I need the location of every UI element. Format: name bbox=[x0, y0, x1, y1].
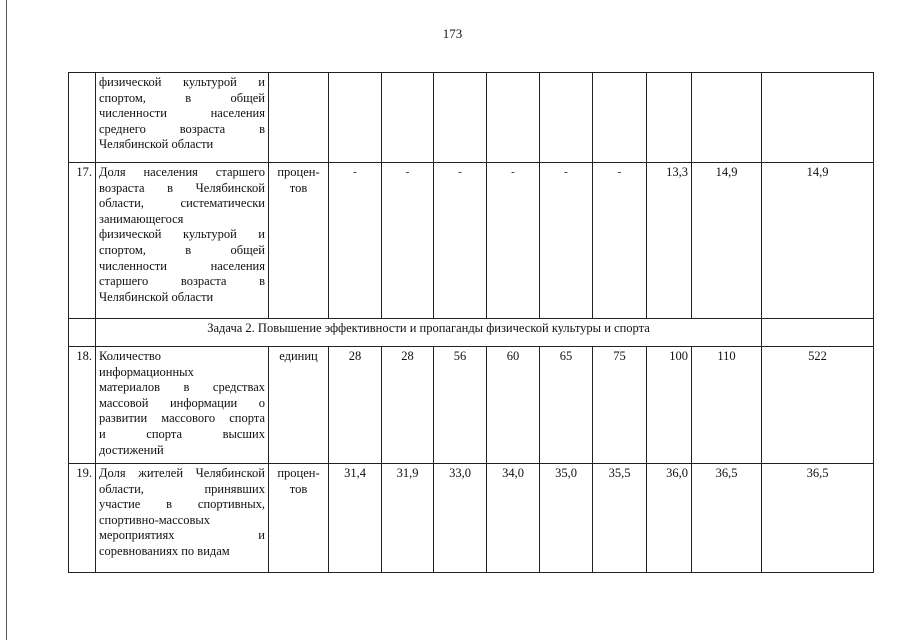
description-line: численности населения bbox=[99, 106, 265, 121]
value-cell bbox=[487, 73, 540, 163]
value-cell: 75 bbox=[593, 347, 647, 464]
indicator-description bbox=[96, 347, 269, 464]
table-row bbox=[69, 464, 874, 573]
value-cell: 36,5 bbox=[762, 464, 874, 573]
description-line: спортом, в общей bbox=[99, 90, 265, 105]
unit-cell bbox=[269, 73, 329, 163]
value-cell bbox=[762, 73, 874, 163]
description-line: информационных bbox=[99, 364, 194, 379]
description-line: и спорта высших bbox=[99, 426, 265, 441]
value-cell: 14,9 bbox=[762, 163, 874, 319]
value-cell: 31,9 bbox=[382, 464, 434, 573]
table-row bbox=[69, 163, 874, 319]
value-cell bbox=[540, 73, 593, 163]
value-cell: 110 bbox=[692, 347, 762, 464]
binding-line bbox=[6, 0, 7, 640]
value-cell: 28 bbox=[382, 347, 434, 464]
row-number: 19. bbox=[69, 464, 96, 573]
description-line: Количество bbox=[99, 349, 161, 363]
value-cell: 13,3 bbox=[647, 163, 692, 319]
indicators-table bbox=[68, 72, 874, 573]
description-line: области, систематически bbox=[99, 196, 265, 211]
value-cell: 100 bbox=[647, 347, 692, 464]
value-cell bbox=[382, 73, 434, 163]
unit-line: процен- bbox=[277, 165, 320, 179]
table-row bbox=[69, 319, 874, 347]
task-end-cell bbox=[762, 319, 874, 347]
description-line: мероприятиях и bbox=[99, 528, 265, 543]
description-line: материалов в средствах bbox=[99, 380, 265, 395]
value-cell bbox=[647, 73, 692, 163]
description-line: Челябинской области bbox=[99, 289, 214, 304]
description-line: численности населения bbox=[99, 258, 265, 273]
task-title: Задача 2. Повышение эффективности и пропаганды физической культуры и спорта bbox=[96, 319, 762, 347]
value-cell: 60 bbox=[487, 347, 540, 464]
unit-line: тов bbox=[289, 180, 308, 195]
value-cell: 56 bbox=[434, 347, 487, 464]
value-cell bbox=[434, 73, 487, 163]
description-line: спортивно-массовых bbox=[99, 512, 210, 527]
description-line: участие в спортивных, bbox=[99, 497, 265, 512]
value-cell bbox=[593, 73, 647, 163]
unit-line: тов bbox=[289, 481, 308, 496]
indicator-description bbox=[96, 163, 269, 319]
description-line: Доля жителей Челябинской bbox=[99, 466, 265, 480]
description-line: среднего возраста в bbox=[99, 121, 265, 136]
description-line: возраста в Челябинской bbox=[99, 180, 265, 195]
table-row bbox=[69, 73, 874, 163]
description-line: физической культурой и bbox=[99, 75, 265, 89]
value-cell: - bbox=[593, 163, 647, 319]
indicator-description bbox=[96, 464, 269, 573]
row-number bbox=[69, 73, 96, 163]
description-line: развитии массового спорта bbox=[99, 411, 265, 426]
value-cell bbox=[692, 73, 762, 163]
description-line: старшего возраста в bbox=[99, 274, 265, 289]
value-cell: - bbox=[329, 163, 382, 319]
value-cell: - bbox=[487, 163, 540, 319]
description-line: физической культурой и bbox=[99, 227, 265, 242]
value-cell bbox=[329, 73, 382, 163]
page-number: 173 bbox=[442, 26, 463, 41]
unit-line: единиц bbox=[279, 349, 318, 363]
value-cell: 522 bbox=[762, 347, 874, 464]
row-number: 18. bbox=[69, 347, 96, 464]
description-line: области, принявших bbox=[99, 481, 265, 496]
value-cell: 34,0 bbox=[487, 464, 540, 573]
description-line: соревнованиях по видам bbox=[99, 543, 230, 558]
value-cell: - bbox=[540, 163, 593, 319]
value-cell: 14,9 bbox=[692, 163, 762, 319]
value-cell: 35,0 bbox=[540, 464, 593, 573]
description-line: занимающегося bbox=[99, 211, 184, 226]
value-cell: 35,5 bbox=[593, 464, 647, 573]
row-number: 17. bbox=[69, 163, 96, 319]
value-cell: 36,5 bbox=[692, 464, 762, 573]
value-cell: - bbox=[434, 163, 487, 319]
value-cell: - bbox=[382, 163, 434, 319]
value-cell: 65 bbox=[540, 347, 593, 464]
unit-cell bbox=[269, 347, 329, 464]
description-line: Челябинской области bbox=[99, 137, 214, 152]
description-line: спортом, в общей bbox=[99, 242, 265, 257]
description-line: Доля населения старшего bbox=[99, 165, 265, 179]
description-line: массовой информации о bbox=[99, 395, 265, 410]
description-line: достижений bbox=[99, 442, 164, 457]
unit-cell bbox=[269, 163, 329, 319]
task-index-cell bbox=[69, 319, 96, 347]
value-cell: 36,0 bbox=[647, 464, 692, 573]
unit-line: процен- bbox=[277, 466, 320, 480]
unit-cell bbox=[269, 464, 329, 573]
table-row bbox=[69, 347, 874, 464]
value-cell: 28 bbox=[329, 347, 382, 464]
value-cell: 31,4 bbox=[329, 464, 382, 573]
indicator-description bbox=[96, 73, 269, 163]
value-cell: 33,0 bbox=[434, 464, 487, 573]
